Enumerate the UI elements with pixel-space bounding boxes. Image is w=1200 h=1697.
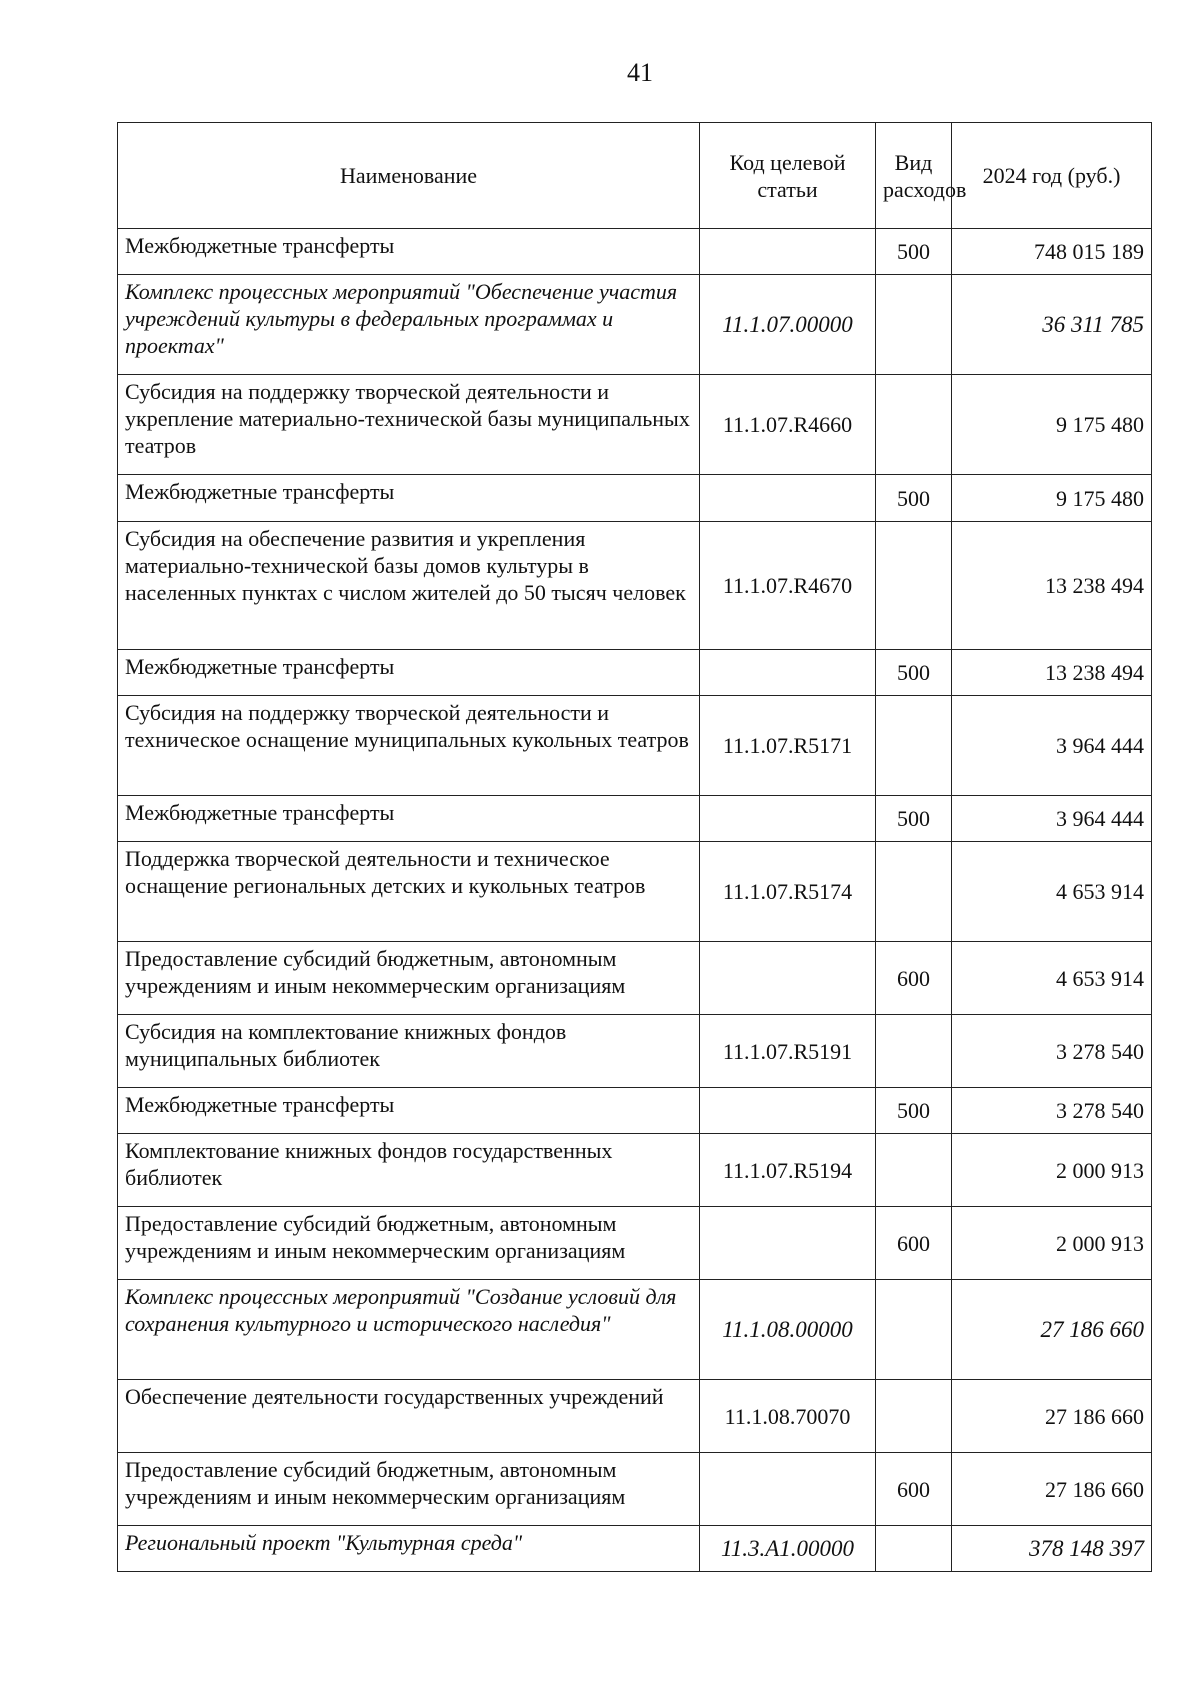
- row-type: 500: [876, 1088, 952, 1134]
- row-name: Межбюджетные трансферты: [118, 475, 700, 522]
- row-amount: 9 175 480: [952, 375, 1152, 475]
- row-type: [876, 1015, 952, 1088]
- row-amount: 3 278 540: [952, 1015, 1152, 1088]
- table-row: [118, 696, 1152, 796]
- row-type: [876, 522, 952, 650]
- row-type: [876, 1380, 952, 1453]
- row-amount: 4 653 914: [952, 942, 1152, 1015]
- row-amount: 3 278 540: [952, 1088, 1152, 1134]
- header-name: Наименование: [118, 123, 700, 229]
- row-amount: 27 186 660: [952, 1453, 1152, 1526]
- row-type: [876, 375, 952, 475]
- row-name: Субсидия на поддержку творческой деятельности и техническое оснащение муниципальных кукольных театров: [118, 696, 700, 796]
- row-name: Субсидия на комплектование книжных фондов муниципальных библиотек: [118, 1015, 700, 1088]
- row-amount: 3 964 444: [952, 696, 1152, 796]
- row-code: 11.1.07.R4660: [700, 375, 876, 475]
- row-name: Предоставление субсидий бюджетным, автономным учреждениям и иным некоммерческим организациям: [118, 942, 700, 1015]
- row-code: 11.1.07.00000: [700, 275, 876, 375]
- row-name: Предоставление субсидий бюджетным, автономным учреждениям и иным некоммерческим организациям: [118, 1453, 700, 1526]
- row-code: [700, 475, 876, 522]
- table-row: [118, 1453, 1152, 1526]
- row-code: 11.1.07.R4670: [700, 522, 876, 650]
- table-row: [118, 1134, 1152, 1207]
- table-row: [118, 650, 1152, 696]
- header-type: Вид расходов: [876, 123, 952, 229]
- row-name: Комплектование книжных фондов государственных библиотек: [118, 1134, 700, 1207]
- row-type: [876, 275, 952, 375]
- table-row: [118, 522, 1152, 650]
- row-code: 11.1.08.70070: [700, 1380, 876, 1453]
- row-name: Региональный проект "Культурная среда": [118, 1526, 700, 1572]
- row-name: Межбюджетные трансферты: [118, 1088, 700, 1134]
- row-amount: 13 238 494: [952, 650, 1152, 696]
- row-code: 11.1.07.R5171: [700, 696, 876, 796]
- table-row: [118, 796, 1152, 842]
- row-type: 600: [876, 1207, 952, 1280]
- row-type: [876, 1134, 952, 1207]
- table-row: [118, 475, 1152, 522]
- row-name: Межбюджетные трансферты: [118, 650, 700, 696]
- table-row: [118, 1088, 1152, 1134]
- row-type: 500: [876, 229, 952, 275]
- row-amount: 748 015 189: [952, 229, 1152, 275]
- table-row: [118, 942, 1152, 1015]
- row-type: 600: [876, 942, 952, 1015]
- page-number: 41: [627, 58, 653, 87]
- row-type: [876, 696, 952, 796]
- table-row: [118, 1280, 1152, 1380]
- table-row: [118, 375, 1152, 475]
- table-row: [118, 275, 1152, 375]
- row-code: 11.1.07.R5191: [700, 1015, 876, 1088]
- row-amount: 378 148 397: [952, 1526, 1152, 1572]
- header-code: Код целевой статьи: [700, 123, 876, 229]
- row-amount: 36 311 785: [952, 275, 1152, 375]
- row-name: Субсидия на обеспечение развития и укрепления материально-технической базы домов культуры в населенных пунктах с числом жителей до 50 тысяч человек: [118, 522, 700, 650]
- row-code: 11.3.A1.00000: [700, 1526, 876, 1572]
- row-amount: 2 000 913: [952, 1207, 1152, 1280]
- row-type: 500: [876, 475, 952, 522]
- row-code: [700, 1088, 876, 1134]
- row-code: [700, 650, 876, 696]
- row-name: Предоставление субсидий бюджетным, автономным учреждениям и иным некоммерческим организациям: [118, 1207, 700, 1280]
- header-amount: 2024 год (руб.): [952, 123, 1152, 229]
- row-code: [700, 796, 876, 842]
- row-amount: 4 653 914: [952, 842, 1152, 942]
- row-code: [700, 1453, 876, 1526]
- row-name: Комплекс процессных мероприятий "Обеспечение участия учреждений культуры в федеральных программах и проектах": [118, 275, 700, 375]
- table-row: [118, 1207, 1152, 1280]
- budget-table: [117, 122, 1152, 1572]
- row-type: [876, 1280, 952, 1380]
- row-name: Межбюджетные трансферты: [118, 796, 700, 842]
- row-code: [700, 229, 876, 275]
- table-row: [118, 842, 1152, 942]
- row-amount: 2 000 913: [952, 1134, 1152, 1207]
- row-amount: 3 964 444: [952, 796, 1152, 842]
- row-name: Субсидия на поддержку творческой деятельности и укрепление материально-технической базы муниципальных театров: [118, 375, 700, 475]
- row-amount: 9 175 480: [952, 475, 1152, 522]
- table-row: [118, 1526, 1152, 1572]
- row-type: 500: [876, 796, 952, 842]
- table-row: [118, 229, 1152, 275]
- row-type: 500: [876, 650, 952, 696]
- row-type: [876, 842, 952, 942]
- row-code: 11.1.07.R5194: [700, 1134, 876, 1207]
- row-amount: 27 186 660: [952, 1280, 1152, 1380]
- table-row: [118, 1380, 1152, 1453]
- row-type: 600: [876, 1453, 952, 1526]
- table-row: [118, 1015, 1152, 1088]
- row-code: [700, 942, 876, 1015]
- row-name: Поддержка творческой деятельности и техническое оснащение региональных детских и кукольных театров: [118, 842, 700, 942]
- row-amount: 27 186 660: [952, 1380, 1152, 1453]
- table-header-row: [118, 123, 1152, 229]
- row-code: [700, 1207, 876, 1280]
- row-type: [876, 1526, 952, 1572]
- row-amount: 13 238 494: [952, 522, 1152, 650]
- row-name: Обеспечение деятельности государственных учреждений: [118, 1380, 700, 1453]
- row-code: 11.1.07.R5174: [700, 842, 876, 942]
- row-code: 11.1.08.00000: [700, 1280, 876, 1380]
- row-name: Межбюджетные трансферты: [118, 229, 700, 275]
- row-name: Комплекс процессных мероприятий "Создание условий для сохранения культурного и исторического наследия": [118, 1280, 700, 1380]
